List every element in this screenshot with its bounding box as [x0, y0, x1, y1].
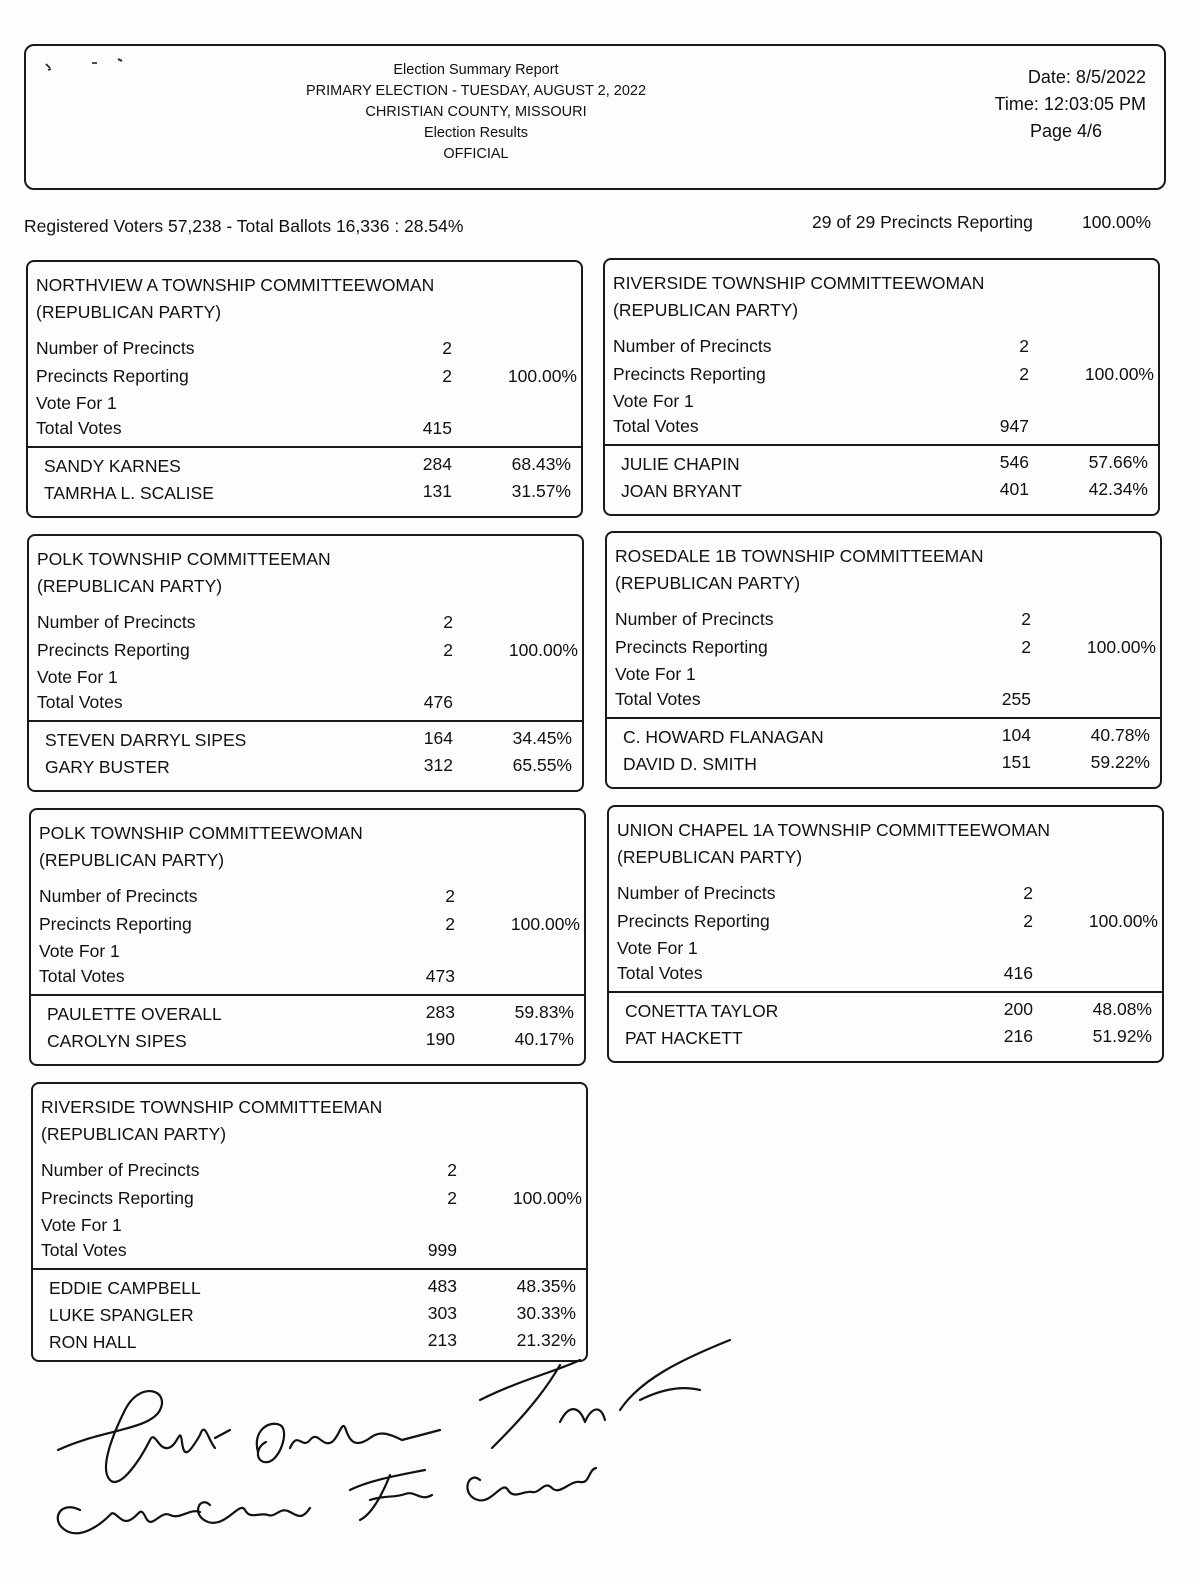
- candidate-votes: 190: [425, 1029, 455, 1049]
- precincts-reporting-text: 29 of 29 Precincts Reporting: [812, 212, 1033, 232]
- candidate-percent: 40.78%: [1090, 725, 1150, 745]
- race-title: RIVERSIDE TOWNSHIP COMMITTEEMAN: [41, 1097, 383, 1117]
- total-votes-label: Total Votes: [615, 689, 701, 709]
- race-title-block: [617, 817, 1050, 871]
- candidate-name: C. HOWARD FLANAGAN: [623, 727, 824, 747]
- candidate-votes: 283: [425, 1002, 455, 1022]
- candidate-percent: 42.34%: [1088, 479, 1148, 499]
- candidate-name: JOAN BRYANT: [621, 481, 742, 501]
- precincts-summary: [812, 212, 1152, 233]
- precincts-reporting-label: Precincts Reporting: [36, 366, 189, 386]
- report-header: [24, 44, 1166, 190]
- report-time: Time: 12:03:05 PM: [994, 94, 1146, 114]
- reporting-percent: 100.00%: [508, 640, 578, 660]
- race-title-block: [41, 1094, 382, 1148]
- candidate-percent: 31.57%: [511, 481, 571, 501]
- candidate-percent: 48.08%: [1092, 999, 1152, 1019]
- candidate-name: DAVID D. SMITH: [623, 754, 757, 774]
- number-of-precincts-value: 2: [1023, 883, 1033, 903]
- number-of-precincts-label: Number of Precincts: [41, 1160, 200, 1180]
- race-box: [31, 1082, 588, 1362]
- race-title: ROSEDALE 1B TOWNSHIP COMMITTEEMAN: [615, 546, 984, 566]
- number-of-precincts-label: Number of Precincts: [39, 886, 198, 906]
- total-votes-label: Total Votes: [36, 418, 122, 438]
- total-votes-value: 473: [425, 966, 455, 986]
- total-votes-label: Total Votes: [613, 416, 699, 436]
- candidate-votes: 284: [422, 454, 452, 474]
- candidate-name: RON HALL: [49, 1332, 137, 1352]
- race-party: (REPUBLICAN PARTY): [617, 847, 803, 867]
- precincts-reporting-value: 2: [1021, 637, 1031, 657]
- vote-for-label: Vote For 1: [617, 938, 698, 958]
- race-title-block: [37, 546, 331, 600]
- total-votes-value: 415: [422, 418, 452, 438]
- candidate-votes: 200: [1003, 999, 1033, 1019]
- precincts-reporting-value: 2: [447, 1188, 457, 1208]
- race-box: [26, 260, 583, 518]
- number-of-precincts-value: 2: [442, 338, 452, 358]
- reporting-percent: 100.00%: [1088, 911, 1158, 931]
- candidate-name: TAMRHA L. SCALISE: [44, 483, 214, 503]
- results-divider: [603, 444, 1160, 446]
- reporting-percent: 100.00%: [1086, 637, 1156, 657]
- race-box: [29, 808, 586, 1066]
- precincts-reporting-label: Precincts Reporting: [41, 1188, 194, 1208]
- precincts-reporting-label: Precincts Reporting: [617, 911, 770, 931]
- precincts-reporting-value: 2: [1019, 364, 1029, 384]
- number-of-precincts-label: Number of Precincts: [617, 883, 776, 903]
- race-box: [607, 805, 1164, 1063]
- report-type: Election Results: [424, 125, 528, 141]
- precincts-reporting-label: Precincts Reporting: [37, 640, 190, 660]
- page-number: Page 4/6: [1029, 121, 1103, 141]
- precincts-reporting-value: 2: [445, 914, 455, 934]
- candidate-votes: 303: [427, 1303, 457, 1323]
- reporting-percent: 100.00%: [1084, 364, 1154, 384]
- candidate-name: CAROLYN SIPES: [47, 1031, 187, 1051]
- total-votes-value: 476: [423, 692, 453, 712]
- race-title-block: [36, 272, 434, 326]
- race-party: (REPUBLICAN PARTY): [613, 300, 799, 320]
- official-signatures: [40, 1330, 760, 1570]
- total-votes-value: 416: [1003, 963, 1033, 983]
- number-of-precincts-label: Number of Precincts: [36, 338, 195, 358]
- precincts-reporting-value: 2: [442, 366, 452, 386]
- results-divider: [26, 446, 583, 448]
- race-title: RIVERSIDE TOWNSHIP COMMITTEEWOMAN: [613, 273, 985, 293]
- candidate-votes: 546: [999, 452, 1029, 472]
- candidate-percent: 34.45%: [512, 728, 572, 748]
- number-of-precincts-label: Number of Precincts: [615, 609, 774, 629]
- number-of-precincts-value: 2: [1019, 336, 1029, 356]
- candidate-name: LUKE SPANGLER: [49, 1305, 194, 1325]
- total-votes-label: Total Votes: [617, 963, 703, 983]
- candidate-name: STEVEN DARRYL SIPES: [45, 730, 247, 750]
- precincts-reporting-label: Precincts Reporting: [615, 637, 768, 657]
- total-votes-value: 947: [999, 416, 1029, 436]
- reporting-percent: 100.00%: [507, 366, 577, 386]
- race-party: (REPUBLICAN PARTY): [41, 1124, 227, 1144]
- race-party: (REPUBLICAN PARTY): [39, 850, 225, 870]
- number-of-precincts-value: 2: [447, 1160, 457, 1180]
- candidate-votes: 216: [1003, 1026, 1033, 1046]
- candidate-name: EDDIE CAMPBELL: [49, 1278, 201, 1298]
- candidate-percent: 57.66%: [1088, 452, 1148, 472]
- precincts-reporting-label: Precincts Reporting: [613, 364, 766, 384]
- report-meta: [956, 64, 1146, 145]
- race-title-block: [615, 543, 984, 597]
- vote-for-label: Vote For 1: [39, 941, 120, 961]
- race-title-block: [613, 270, 984, 324]
- candidate-votes: 164: [423, 728, 453, 748]
- race-party: (REPUBLICAN PARTY): [36, 302, 222, 322]
- race-party: (REPUBLICAN PARTY): [37, 576, 223, 596]
- number-of-precincts-value: 2: [1021, 609, 1031, 629]
- race-title: POLK TOWNSHIP COMMITTEEMAN: [37, 549, 331, 569]
- race-title: NORTHVIEW A TOWNSHIP COMMITTEEWOMAN: [36, 275, 435, 295]
- candidate-percent: 59.83%: [514, 1002, 574, 1022]
- vote-for-label: Vote For 1: [36, 393, 117, 413]
- vote-for-label: Vote For 1: [613, 391, 694, 411]
- results-divider: [27, 720, 584, 722]
- candidate-percent: 48.35%: [516, 1276, 576, 1296]
- candidate-votes: 104: [1001, 725, 1031, 745]
- candidate-percent: 51.92%: [1092, 1026, 1152, 1046]
- total-votes-label: Total Votes: [37, 692, 123, 712]
- candidate-percent: 40.17%: [514, 1029, 574, 1049]
- report-title: Election Summary Report: [393, 62, 559, 78]
- candidate-name: SANDY KARNES: [44, 456, 181, 476]
- candidate-votes: 151: [1001, 752, 1031, 772]
- candidate-percent: 30.33%: [516, 1303, 576, 1323]
- race-party: (REPUBLICAN PARTY): [615, 573, 801, 593]
- registered-voters-summary: Registered Voters 57,238 - Total Ballots 16,336 : 28.54%: [24, 216, 464, 236]
- precincts-reporting-pct: 100.00%: [1082, 212, 1152, 232]
- race-box: [603, 258, 1160, 516]
- total-votes-value: 255: [1001, 689, 1031, 709]
- vote-for-label: Vote For 1: [615, 664, 696, 684]
- candidate-votes: 483: [427, 1276, 457, 1296]
- number-of-precincts-value: 2: [443, 612, 453, 632]
- candidate-name: PAT HACKETT: [625, 1028, 743, 1048]
- race-box: [605, 531, 1162, 789]
- number-of-precincts-label: Number of Precincts: [37, 612, 196, 632]
- precincts-reporting-label: Precincts Reporting: [39, 914, 192, 934]
- candidate-votes: 312: [423, 755, 453, 775]
- report-date: Date: 8/5/2022: [1027, 67, 1146, 87]
- report-status: OFFICIAL: [443, 146, 509, 162]
- candidate-name: GARY BUSTER: [45, 757, 170, 777]
- candidate-percent: 68.43%: [511, 454, 571, 474]
- race-title: POLK TOWNSHIP COMMITTEEWOMAN: [39, 823, 363, 843]
- candidate-votes: 131: [422, 481, 452, 501]
- scan-marks: [40, 56, 130, 76]
- race-box: [27, 534, 584, 792]
- candidate-votes: 213: [427, 1330, 457, 1350]
- candidate-percent: 65.55%: [512, 755, 572, 775]
- reporting-percent: 100.00%: [512, 1188, 582, 1208]
- candidate-percent: 59.22%: [1090, 752, 1150, 772]
- number-of-precincts-label: Number of Precincts: [613, 336, 772, 356]
- race-title-block: [39, 820, 363, 874]
- race-title: UNION CHAPEL 1A TOWNSHIP COMMITTEEWOMAN: [617, 820, 1051, 840]
- results-divider: [31, 1268, 588, 1270]
- reporting-percent: 100.00%: [510, 914, 580, 934]
- total-votes-label: Total Votes: [41, 1240, 127, 1260]
- total-votes-value: 999: [427, 1240, 457, 1260]
- candidate-percent: 21.32%: [516, 1330, 576, 1350]
- candidate-name: CONETTA TAYLOR: [625, 1001, 779, 1021]
- precincts-reporting-value: 2: [1023, 911, 1033, 931]
- candidate-votes: 401: [999, 479, 1029, 499]
- results-divider: [607, 991, 1164, 993]
- results-divider: [605, 717, 1162, 719]
- candidate-name: JULIE CHAPIN: [621, 454, 740, 474]
- results-divider: [29, 994, 586, 996]
- vote-for-label: Vote For 1: [41, 1215, 122, 1235]
- candidate-name: PAULETTE OVERALL: [47, 1004, 222, 1024]
- county-name: CHRISTIAN COUNTY, MISSOURI: [365, 104, 587, 120]
- total-votes-label: Total Votes: [39, 966, 125, 986]
- election-name: PRIMARY ELECTION - TUESDAY, AUGUST 2, 2022: [305, 83, 647, 99]
- number-of-precincts-value: 2: [445, 886, 455, 906]
- report-title-block: [256, 60, 696, 165]
- vote-for-label: Vote For 1: [37, 667, 118, 687]
- precincts-reporting-value: 2: [443, 640, 453, 660]
